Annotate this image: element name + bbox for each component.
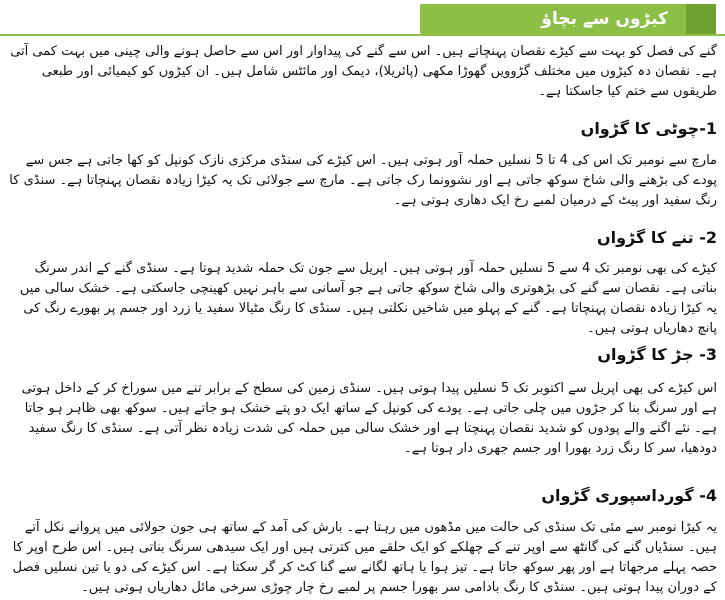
section-heading-3: 3- جڑ کا گڑواں [597,345,717,364]
section-heading-2: 2- تنے کا گڑواں [596,228,717,247]
section-heading-4: 4- گورداسپوری گڑواں [541,486,717,505]
section-text-4: یہ کیڑا نومبر سے مئی تک سنڈی کی حالت میں مڈھوں میں رہتا ہے۔ بارش کی آمد کے ساتھ ہی جون جولائی میں پروانے نکل آتے ہیں۔ سنڈیاں گنے کی گانٹھ سے اوپر تنے کے چھلکے کو ایک حلقے میں کترتی ہیں اور ایک سیدھی سرنگ بناتی ہیں۔ اس طرح اوپر کا حصہ پہلے مرجھاتا ہے اور پھر سوکھ جاتا ہے۔ تیز ہوا یا ہاتھ لگانے سے گنا کٹ کر گر سکتا ہے۔ اس کیڑے کی دو یا تین نسلیں فصل کے دوران پیدا ہوتی ہیں۔ سنڈی کا رنگ بادامی سر بھورا جسم پر لمبے رخ چار چوڑی سرخی مائل دھاریاں ہوتی ہیں۔ [12,520,717,595]
section-text-3: اس کیڑے کی بھی اپریل سے اکتوبر تک 5 نسلیں پیدا ہوتی ہیں۔ سنڈی زمین کی سطح کے برابر تنے میں سوراخ کر کے داخل ہوتی ہے اور سرنگ بنا کر جڑوں میں چلی جاتی ہے۔ پودے کی کونپل کے ساتھ ایک دو پتے خشک ہو جاتے ہیں۔ سوکھ بھی ظاہر ہو جاتا ہے۔ نئے اگنے والے پودوں کو شدید نقصان پہنچتا ہے اور خشک سالی میں حملہ کی شدت زیادہ نظر آتی ہے۔ سنڈی کا رنگ سفید دودھیا، سر کا رنگ زرد بھورا اور جسم جھری دار ہوتا ہے۔ [21,381,717,456]
section-text-1: مارچ سے نومبر تک اس کی 4 تا 5 نسلیں حملہ آور ہوتی ہیں۔ اس کیڑے کی سنڈی مرکزی نازک کونپل کو کھا جاتی ہے جس سے پودے کی بڑھنے والی شاخ سوکھ جاتی ہے اور نشوونما رک جاتی ہے۔ مارچ سے جولائی تک یہ کیڑا زیادہ نقصان پہنچاتا ہے۔ سنڈی کا رنگ سفید اور پیٹ کے درمیان لمبے رخ ایک دھاری ہوتی ہے۔ [9,153,717,208]
banner-accent [686,4,716,34]
section-heading-1: 1-چوٹی کا گڑواں [580,119,717,138]
page-title: کیڑوں سے بچاؤ [541,9,668,29]
title-banner [420,4,716,34]
section-text-2: کیڑے کی بھی نومبر تک 4 سے 5 نسلیں حملہ آور ہوتی ہیں۔ اپریل سے جون تک حملہ شدید ہوتا ہے۔ سنڈی گنے کے اندر سرنگ بناتی ہے۔ نقصان سے گنے کی بڑھوتری والی شاخ سوکھ جاتی ہے جو آسانی سے باہر نہیں کھینچی جاسکتی ہے۔ خشک سالی میں یہ کیڑا زیادہ نقصان پہنچاتا ہے۔ گنے کے پہلو میں شاخیں نکلتی ہیں۔ سنڈی کا رنگ مٹیالا سفید یا زرد اور جسم پر بھورے رنگ کی پانچ دھاریاں ہوتی ہیں۔ [19,261,717,336]
intro-paragraph: گنے کی فصل کو بہت سے کیڑے نقصان پہنچاتے ہیں۔ اس سے گنے کی پیداوار اور اس سے حاصل ہونے والی چینی میں بہت کمی آتی ہے۔ نقصان دہ کیڑوں میں مختلف گڑوویں گھوڑا مکھی (پائریلا)، دیمک اور مائٹس شامل ہیں۔ ان کیڑوں کو کیمیائی اور طبعی طریقوں سے ختم کیا جاسکتا ہے۔ [10,44,717,99]
title-rule [0,34,725,36]
